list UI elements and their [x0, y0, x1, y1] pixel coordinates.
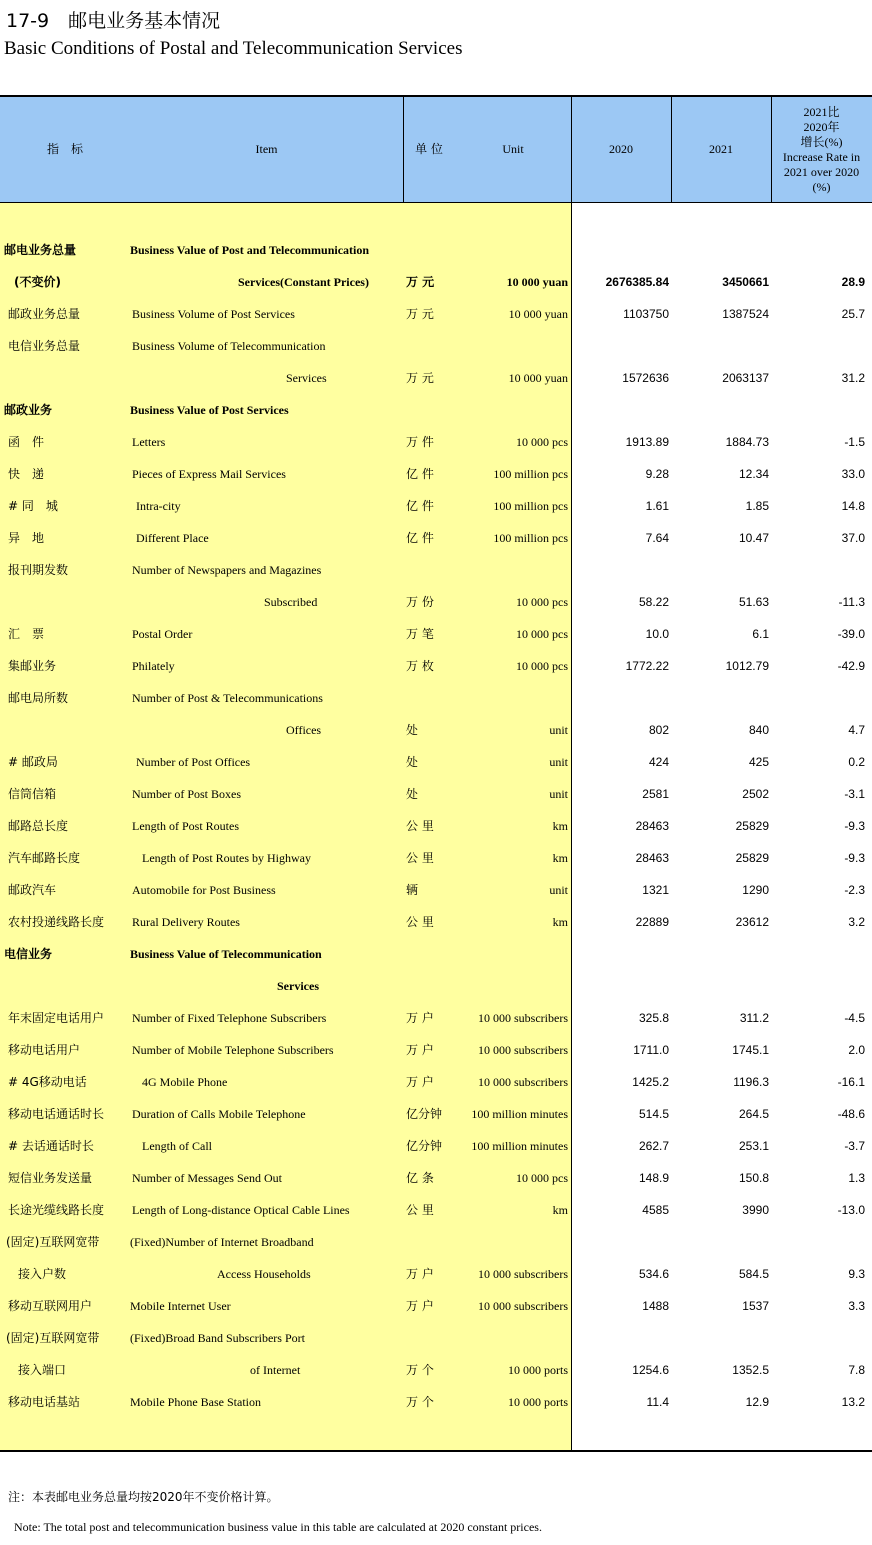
- unit-en: 10 000 yuan: [508, 371, 568, 385]
- unit-cn: 亿 件: [406, 531, 434, 545]
- table-row: [0, 336, 872, 356]
- unit-cn: 万 件: [406, 435, 434, 449]
- item-name-en: Length of Call: [142, 1139, 212, 1153]
- item-name-en: Mobile Internet User: [130, 1299, 231, 1313]
- unit-cn: 万 元: [406, 307, 434, 321]
- unit-en: 10 000 ports: [508, 1395, 568, 1409]
- unit-en: km: [552, 851, 568, 865]
- value-2020: 1254.6: [632, 1363, 669, 1377]
- header-unit-cn: 单 位: [415, 142, 443, 156]
- item-name-cn: 短信业务发送量: [8, 1171, 93, 1185]
- item-name-en: Services: [286, 371, 327, 385]
- value-2020: 1425.2: [632, 1075, 669, 1089]
- item-name-en: Number of Mobile Telephone Subscribers: [132, 1043, 334, 1057]
- value-2020: 11.4: [646, 1395, 669, 1409]
- value-2021: 51.63: [738, 595, 769, 609]
- table-row: [0, 1200, 872, 1220]
- item-name-en: Business Volume of Telecommunication: [132, 339, 326, 353]
- header-item-en: Item: [255, 142, 278, 156]
- unit-cn: 万 份: [406, 595, 434, 609]
- unit-cn: 公 里: [406, 819, 434, 833]
- value-2020: 7.64: [645, 531, 669, 545]
- item-name-cn: 年末固定电话用户: [8, 1011, 105, 1025]
- value-2020: 262.7: [638, 1139, 669, 1153]
- increase-rate: -9.3: [844, 851, 865, 865]
- unit-en: 10 000 subscribers: [478, 1043, 568, 1057]
- value-2020: 2581: [642, 787, 669, 801]
- value-2020: 1772.22: [625, 659, 669, 673]
- value-2021: 10.47: [738, 531, 769, 545]
- increase-rate: -3.1: [844, 787, 865, 801]
- item-name-en: Pieces of Express Mail Services: [132, 467, 286, 481]
- value-2021: 840: [748, 723, 769, 737]
- unit-cn: 万 枚: [406, 659, 434, 673]
- item-name-en: Number of Post Boxes: [132, 787, 241, 801]
- increase-rate: 4.7: [848, 723, 865, 737]
- table-row: [0, 272, 872, 292]
- header-year-2021: 2021: [709, 142, 733, 156]
- unit-cn: 公 里: [406, 851, 434, 865]
- item-name-cn: 电信业务总量: [8, 339, 81, 353]
- increase-rate: 7.8: [848, 1363, 865, 1377]
- unit-en: 100 million minutes: [471, 1107, 568, 1121]
- item-name-en: Offices: [286, 723, 322, 737]
- item-name-en: Services(Constant Prices): [238, 275, 369, 289]
- value-2021: 1290: [742, 883, 769, 897]
- value-2021: 1537: [742, 1299, 769, 1313]
- item-name-cn: 汇 票: [8, 627, 45, 641]
- value-2021: 1196.3: [733, 1075, 769, 1089]
- unit-en: 100 million pcs: [493, 531, 568, 545]
- item-name-cn: # 邮政局: [8, 755, 58, 769]
- table-row: [0, 432, 872, 452]
- unit-cn: 万 个: [406, 1363, 434, 1377]
- unit-en: 10 000 pcs: [516, 1171, 568, 1185]
- increase-rate: 2.0: [848, 1043, 865, 1057]
- value-2020: 1321: [642, 883, 669, 897]
- value-2021: 2502: [742, 787, 769, 801]
- value-2020: 514.5: [638, 1107, 669, 1121]
- item-name-cn: (不变价): [14, 275, 61, 289]
- value-2021: 253.1: [738, 1139, 769, 1153]
- unit-cn: 公 里: [406, 1203, 434, 1217]
- value-2021: 425: [748, 755, 769, 769]
- table-row: [0, 1168, 872, 1188]
- item-name-cn: (固定)互联网宽带: [6, 1331, 100, 1345]
- item-name-cn: 长途光缆线路长度: [8, 1203, 105, 1217]
- table-header: [0, 97, 872, 203]
- table-row: [0, 464, 872, 484]
- unit-en: 10 000 subscribers: [478, 1299, 568, 1313]
- item-name-en: Access Households: [217, 1267, 311, 1281]
- value-2021: 3450661: [722, 275, 769, 289]
- unit-en: 10 000 subscribers: [478, 1267, 568, 1281]
- table-row: [0, 624, 872, 644]
- table-row: [0, 944, 872, 964]
- item-name-en: Number of Post Offices: [136, 755, 251, 769]
- table-row: [0, 240, 872, 260]
- increase-rate: -13.0: [837, 1203, 865, 1217]
- increase-rate: 31.2: [841, 371, 865, 385]
- item-name-en: (Fixed)Broad Band Subscribers Port: [130, 1331, 305, 1345]
- table-row: [0, 1360, 872, 1380]
- header-rate-line: (%): [812, 179, 831, 194]
- item-name-cn: # 去话通话时长: [8, 1139, 94, 1153]
- item-name-cn: # 4G移动电话: [8, 1075, 87, 1089]
- item-name-en: of Internet: [250, 1363, 301, 1377]
- header-unit-en: Unit: [502, 142, 524, 156]
- value-2021: 264.5: [738, 1107, 769, 1121]
- value-2021: 23612: [735, 915, 769, 929]
- unit-cn: 万 元: [406, 275, 435, 289]
- value-2021: 1.85: [745, 499, 769, 513]
- increase-rate: -11.3: [838, 595, 865, 609]
- table-row: [0, 496, 872, 516]
- value-2021: 25829: [735, 851, 769, 865]
- unit-cn: 万 户: [406, 1043, 434, 1057]
- item-name-en: Number of Post & Telecommunications: [132, 691, 323, 705]
- item-name-cn: 接入端口: [18, 1363, 67, 1377]
- item-name-cn: 汽车邮路长度: [8, 851, 81, 865]
- table-row: [0, 1040, 872, 1060]
- unit-en: 10 000 ports: [508, 1363, 568, 1377]
- unit-cn: 万 笔: [406, 627, 434, 641]
- increase-rate: 14.8: [841, 499, 865, 513]
- table-row: [0, 304, 872, 324]
- item-name-en: Business Volume of Post Services: [132, 307, 295, 321]
- item-name-cn: 信筒信箱: [8, 787, 57, 801]
- increase-rate: -1.5: [844, 435, 865, 449]
- increase-rate: -48.6: [837, 1107, 865, 1121]
- table-row: [0, 848, 872, 868]
- item-name-en: Number of Fixed Telephone Subscribers: [132, 1011, 327, 1025]
- value-2020: 802: [648, 723, 669, 737]
- increase-rate: 1.3: [848, 1171, 865, 1185]
- item-name-en: Automobile for Post Business: [132, 883, 276, 897]
- unit-cn: 亿 件: [406, 467, 434, 481]
- header-year-2020: 2020: [609, 142, 633, 156]
- item-name-cn: 邮政业务: [4, 403, 53, 417]
- increase-rate: 0.2: [848, 755, 865, 769]
- table-row: [0, 784, 872, 804]
- increase-rate: 37.0: [841, 531, 865, 545]
- unit-en: unit: [549, 787, 568, 801]
- value-2020: 10.0: [645, 627, 669, 641]
- value-2020: 1.61: [645, 499, 669, 513]
- header-rate-line: 增长(%): [800, 134, 843, 149]
- unit-cn: 公 里: [406, 915, 434, 929]
- unit-en: km: [552, 819, 568, 833]
- item-name-cn: 移动电话用户: [8, 1043, 81, 1057]
- unit-en: 100 million pcs: [493, 467, 568, 481]
- value-2021: 311.2: [739, 1011, 769, 1025]
- value-2021: 150.8: [738, 1171, 769, 1185]
- table-row: [0, 880, 872, 900]
- item-name-en: Number of Messages Send Out: [132, 1171, 282, 1185]
- item-name-cn: 邮路总长度: [8, 819, 69, 833]
- table-row: [0, 1264, 872, 1284]
- item-name-en: Subscribed: [264, 595, 318, 609]
- value-2021: 12.34: [738, 467, 769, 481]
- value-2021: 1387524: [722, 307, 769, 321]
- item-name-en: Services: [277, 979, 319, 993]
- increase-rate: 25.7: [841, 307, 865, 321]
- item-name-cn: 函 件: [8, 435, 45, 449]
- value-2020: 424: [648, 755, 669, 769]
- value-2021: 3990: [742, 1203, 769, 1217]
- value-2020: 4585: [642, 1203, 669, 1217]
- item-name-en: Letters: [132, 435, 166, 449]
- unit-cn: 亿分钟: [406, 1107, 443, 1121]
- unit-en: 10 000 subscribers: [478, 1075, 568, 1089]
- table-row: [0, 752, 872, 772]
- value-2020: 22889: [635, 915, 669, 929]
- value-2020: 325.8: [638, 1011, 669, 1025]
- increase-rate: 33.0: [841, 467, 865, 481]
- increase-rate: -39.0: [837, 627, 865, 641]
- item-name-en: Business Value of Post and Telecommunication: [130, 243, 370, 257]
- unit-en: 10 000 pcs: [516, 595, 568, 609]
- page-title-cn: 17-9 邮电业务基本情况: [6, 10, 221, 32]
- table-row: [0, 592, 872, 612]
- item-name-cn: 邮政汽车: [8, 883, 57, 897]
- unit-cn: 万 户: [406, 1011, 434, 1025]
- increase-rate: -16.1: [837, 1075, 865, 1089]
- item-name-en: Intra-city: [136, 499, 181, 513]
- increase-rate: 28.9: [841, 275, 865, 289]
- increase-rate: 3.2: [848, 915, 865, 929]
- table-row: [0, 1008, 872, 1028]
- table-row: [0, 816, 872, 836]
- value-2021: 584.5: [738, 1267, 769, 1281]
- unit-cn: 亿分钟: [406, 1139, 443, 1153]
- value-2020: 9.28: [645, 467, 669, 481]
- unit-cn: 万 户: [406, 1299, 434, 1313]
- unit-en: 10 000 yuan: [508, 307, 568, 321]
- increase-rate: 9.3: [848, 1267, 865, 1281]
- value-2021: 1745.1: [732, 1043, 769, 1057]
- table-row: [0, 720, 872, 740]
- value-2021: 2063137: [722, 371, 769, 385]
- table-row: [0, 1296, 872, 1316]
- unit-en: unit: [549, 883, 568, 897]
- unit-en: km: [552, 1203, 568, 1217]
- item-name-en: (Fixed)Number of Internet Broadband: [130, 1235, 314, 1249]
- table-row: [0, 912, 872, 932]
- header-rate-line: 2021 over 2020: [783, 164, 860, 179]
- item-name-cn: 集邮业务: [8, 659, 57, 673]
- unit-en: 100 million pcs: [493, 499, 568, 513]
- footnote-en: Note: The total post and telecommunication business value in this table are calculated at 2020 constant prices.: [14, 1520, 542, 1534]
- unit-cn: 辆: [406, 883, 419, 897]
- item-name-en: 4G Mobile Phone: [142, 1075, 228, 1089]
- item-name-cn: 接入户数: [18, 1267, 67, 1281]
- table-row: [0, 368, 872, 388]
- value-2020: 534.6: [638, 1267, 669, 1281]
- unit-en: 100 million minutes: [471, 1139, 568, 1153]
- item-name-cn: 电信业务: [4, 947, 53, 961]
- item-name-en: Length of Post Routes: [132, 819, 239, 833]
- unit-en: 10 000 pcs: [516, 659, 568, 673]
- value-2020: 28463: [635, 819, 669, 833]
- header-divider: [403, 97, 404, 202]
- item-name-en: Length of Post Routes by Highway: [142, 851, 311, 865]
- value-2020: 1913.89: [625, 435, 669, 449]
- value-2020: 148.9: [638, 1171, 669, 1185]
- header-rate-line: 2020年: [803, 119, 840, 134]
- increase-rate: -42.9: [837, 659, 865, 673]
- header-rate-line: Increase Rate in: [782, 149, 861, 164]
- increase-rate: 13.2: [841, 1395, 865, 1409]
- unit-cn: 万 个: [406, 1395, 434, 1409]
- item-name-cn: 移动互联网用户: [8, 1299, 93, 1313]
- item-name-en: Postal Order: [132, 627, 193, 641]
- page-title-en: Basic Conditions of Postal and Telecommunication Services: [4, 38, 463, 59]
- table-row: [0, 1072, 872, 1092]
- item-name-cn: 邮电局所数: [8, 691, 69, 705]
- item-name-en: Business Value of Post Services: [130, 403, 289, 417]
- unit-cn: 处: [406, 723, 419, 737]
- unit-en: unit: [549, 755, 568, 769]
- table-row: [0, 656, 872, 676]
- table-row: [0, 560, 872, 580]
- value-2021: 1352.5: [732, 1363, 769, 1377]
- value-2021: 6.1: [752, 627, 769, 641]
- table-row: [0, 400, 872, 420]
- table-row: [0, 1232, 872, 1252]
- footnote-cn: 注：本表邮电业务总量均按2020年不变价格计算。: [8, 1490, 279, 1504]
- table-row: [0, 1104, 872, 1124]
- increase-rate: -9.3: [844, 819, 865, 833]
- unit-en: 10 000 yuan: [506, 275, 568, 289]
- unit-cn: 亿 件: [406, 499, 434, 513]
- value-2020: 1572636: [622, 371, 669, 385]
- item-name-en: Different Place: [136, 531, 209, 545]
- value-2021: 12.9: [745, 1395, 769, 1409]
- table-row: [0, 976, 872, 996]
- value-2020: 58.22: [638, 595, 669, 609]
- value-2020: 1103750: [623, 307, 669, 321]
- unit-en: 10 000 pcs: [516, 627, 568, 641]
- item-name-cn: 快 递: [8, 467, 45, 481]
- item-name-cn: # 同 城: [8, 499, 58, 513]
- statistics-table: [0, 95, 872, 1452]
- unit-cn: 万 户: [406, 1075, 434, 1089]
- header-rate-line: 2021比: [803, 104, 840, 119]
- unit-en: 10 000 subscribers: [478, 1011, 568, 1025]
- item-name-cn: 移动电话基站: [8, 1395, 81, 1409]
- header-increase-rate: [771, 97, 872, 202]
- item-name-en: Number of Newspapers and Magazines: [132, 563, 322, 577]
- header-divider: [671, 97, 672, 202]
- unit-cn: 万 元: [406, 371, 434, 385]
- item-name-cn: 农村投递线路长度: [8, 915, 105, 929]
- item-name-cn: 异 地: [8, 531, 45, 545]
- item-name-en: Mobile Phone Base Station: [130, 1395, 261, 1409]
- unit-en: unit: [549, 723, 568, 737]
- item-name-cn: 移动电话通话时长: [8, 1107, 105, 1121]
- unit-en: km: [552, 915, 568, 929]
- unit-cn: 处: [406, 787, 419, 801]
- item-name-cn: 邮政业务总量: [8, 307, 81, 321]
- table-row: [0, 688, 872, 708]
- value-2020: 2676385.84: [605, 275, 669, 289]
- table-row: [0, 1328, 872, 1348]
- value-2021: 1012.79: [725, 659, 769, 673]
- item-name-en: Philately: [132, 659, 175, 673]
- item-name-cn: 邮电业务总量: [4, 243, 77, 257]
- table-row: [0, 528, 872, 548]
- value-2021: 1884.73: [725, 435, 769, 449]
- unit-cn: 万 户: [406, 1267, 434, 1281]
- value-2020: 28463: [635, 851, 669, 865]
- item-name-en: Duration of Calls Mobile Telephone: [132, 1107, 306, 1121]
- table-row: [0, 1136, 872, 1156]
- unit-cn: 亿 条: [406, 1171, 434, 1185]
- value-2021: 25829: [735, 819, 769, 833]
- unit-cn: 处: [406, 755, 419, 769]
- header-divider: [771, 97, 772, 202]
- item-name-en: Business Value of Telecommunication: [130, 947, 322, 961]
- increase-rate: -2.3: [844, 883, 865, 897]
- table-row: [0, 1392, 872, 1412]
- value-2020: 1711.0: [633, 1043, 669, 1057]
- increase-rate: -4.5: [844, 1011, 865, 1025]
- increase-rate: -3.7: [844, 1139, 865, 1153]
- header-item-cn: 指 标: [46, 142, 83, 156]
- item-name-en: Length of Long-distance Optical Cable Lines: [132, 1203, 350, 1217]
- unit-en: 10 000 pcs: [516, 435, 568, 449]
- increase-rate: 3.3: [848, 1299, 865, 1313]
- item-name-cn: (固定)互联网宽带: [6, 1235, 100, 1249]
- item-name-en: Rural Delivery Routes: [132, 915, 240, 929]
- item-name-cn: 报刊期发数: [8, 563, 69, 577]
- value-2020: 1488: [642, 1299, 669, 1313]
